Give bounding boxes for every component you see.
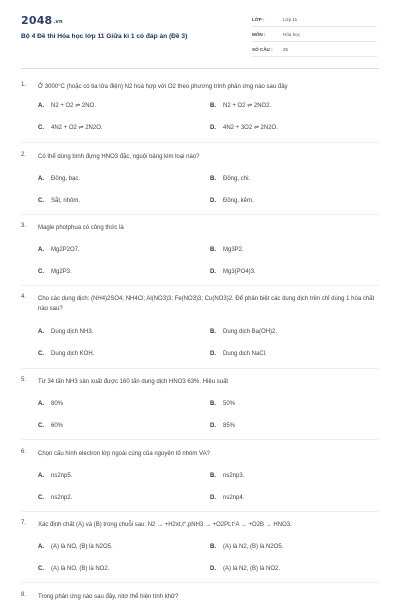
question-text: Trong phản ứng nào sau đây, nitơ thể hiện tính khử? <box>38 594 179 600</box>
question-separator <box>21 368 379 369</box>
option-d[interactable]: D. Dung dịch NaCl. <box>210 351 267 357</box>
meta-class: LỚP : Lớp 11 <box>252 15 377 27</box>
option-b[interactable]: B. ns2np3. <box>210 473 245 479</box>
question-text: Magie photphua có công thức là <box>38 225 124 231</box>
option-b[interactable]: B. N2 + O2 ⇌ 2NO2. <box>210 103 272 109</box>
question-text: Từ 34 tấn NH3 sản xuất được 160 tấn dung dịch HNO3 63%. Hiệu suất <box>38 379 229 385</box>
question-text: Cho các dung dịch: (NH4)2SO4; NH4Cl; Al(NO3)3; Fe(NO3)3; Cu(NO3)2. Để phân biệt các dung dịch trên chỉ dùng 1 hóa chất nào sau? <box>38 296 375 312</box>
option-a[interactable]: A. 80% <box>38 401 64 407</box>
question-separator <box>21 214 379 215</box>
option-b[interactable]: B. 50% <box>210 401 236 407</box>
option-c[interactable]: C. 60% <box>38 423 64 429</box>
question-separator <box>21 511 379 512</box>
question-separator <box>21 285 379 286</box>
option-d[interactable]: D. Mg3(PO4)3. <box>210 269 256 275</box>
meta-question-count: SỐ CÂU : 25 <box>252 45 377 57</box>
header-divider <box>21 68 379 69</box>
option-b[interactable]: B. Đồng, chì. <box>210 176 251 182</box>
option-d[interactable]: D. 85% <box>210 423 236 429</box>
option-c[interactable]: C. (A) là NO, (B) là NO2. <box>38 566 110 572</box>
option-d[interactable]: D. ns2np4. <box>210 495 245 501</box>
option-d[interactable]: D. 4N2 + 3O2 ⇌ 2N2O. <box>210 125 278 131</box>
option-c[interactable]: C. Dung dịch KOH. <box>38 351 95 357</box>
question-separator <box>21 142 379 143</box>
option-a[interactable]: A. N2 + O2 ⇌ 2NO. <box>38 103 96 109</box>
option-d[interactable]: D. (A) là N2, (B) là NO2. <box>210 566 281 572</box>
option-a[interactable]: A. Đồng, bạc. <box>38 176 81 182</box>
question-text: Chọn cấu hình electron lớp ngoài cùng của nguyên tố nhóm VA? <box>38 451 210 457</box>
option-a[interactable]: A. (A) là NO, (B) là N2O5. <box>38 544 113 550</box>
question-text: Ở 3000°C (hoặc có tia lửa điện) N2 hoá hợp với O2 theo phương trình phản ứng nào sau đây <box>38 84 288 90</box>
option-b[interactable]: B. Mg3P2. <box>210 247 244 253</box>
document-header <box>0 0 400 64</box>
option-a[interactable]: A. Mg2P2O7. <box>38 247 80 253</box>
question-text: Có thể dùng bình đựng HNO3 đặc, nguội bảng kim loại nào? <box>38 154 200 160</box>
question-text: Xác định chất (A) và (B) trong chuỗi sau: N2 → +H2xt,t°,pNH3 → +O2Pt,t°A → +O2B → HNO3. <box>38 522 292 528</box>
option-d[interactable]: D. Đồng, kẽm. <box>210 198 254 204</box>
option-c[interactable]: C. Sắt, nhôm. <box>38 198 81 204</box>
site-logo[interactable]: 2048.vn <box>21 14 63 27</box>
document-title: Bộ 4 Đề thi Hóa học lớp 11 Giữa kì 1 có đáp án (Đề 3) <box>21 33 188 40</box>
option-b[interactable]: B. Dung dịch Ba(OH)2. <box>210 329 278 335</box>
option-a[interactable]: A. Dung dịch NH3. <box>38 329 94 335</box>
question-separator <box>21 582 379 583</box>
meta-subject: MÔN : Hóa học <box>252 30 377 42</box>
option-c[interactable]: C. ns2np2. <box>38 495 73 501</box>
option-a[interactable]: A. ns2np5. <box>38 473 73 479</box>
option-b[interactable]: B. (A) là N2, (B) là N2O5. <box>210 544 284 550</box>
question-separator <box>21 439 379 440</box>
option-c[interactable]: C. Mg2P3. <box>38 269 72 275</box>
option-c[interactable]: C. 4N2 + O2 ⇌ 2N2O. <box>38 125 103 131</box>
